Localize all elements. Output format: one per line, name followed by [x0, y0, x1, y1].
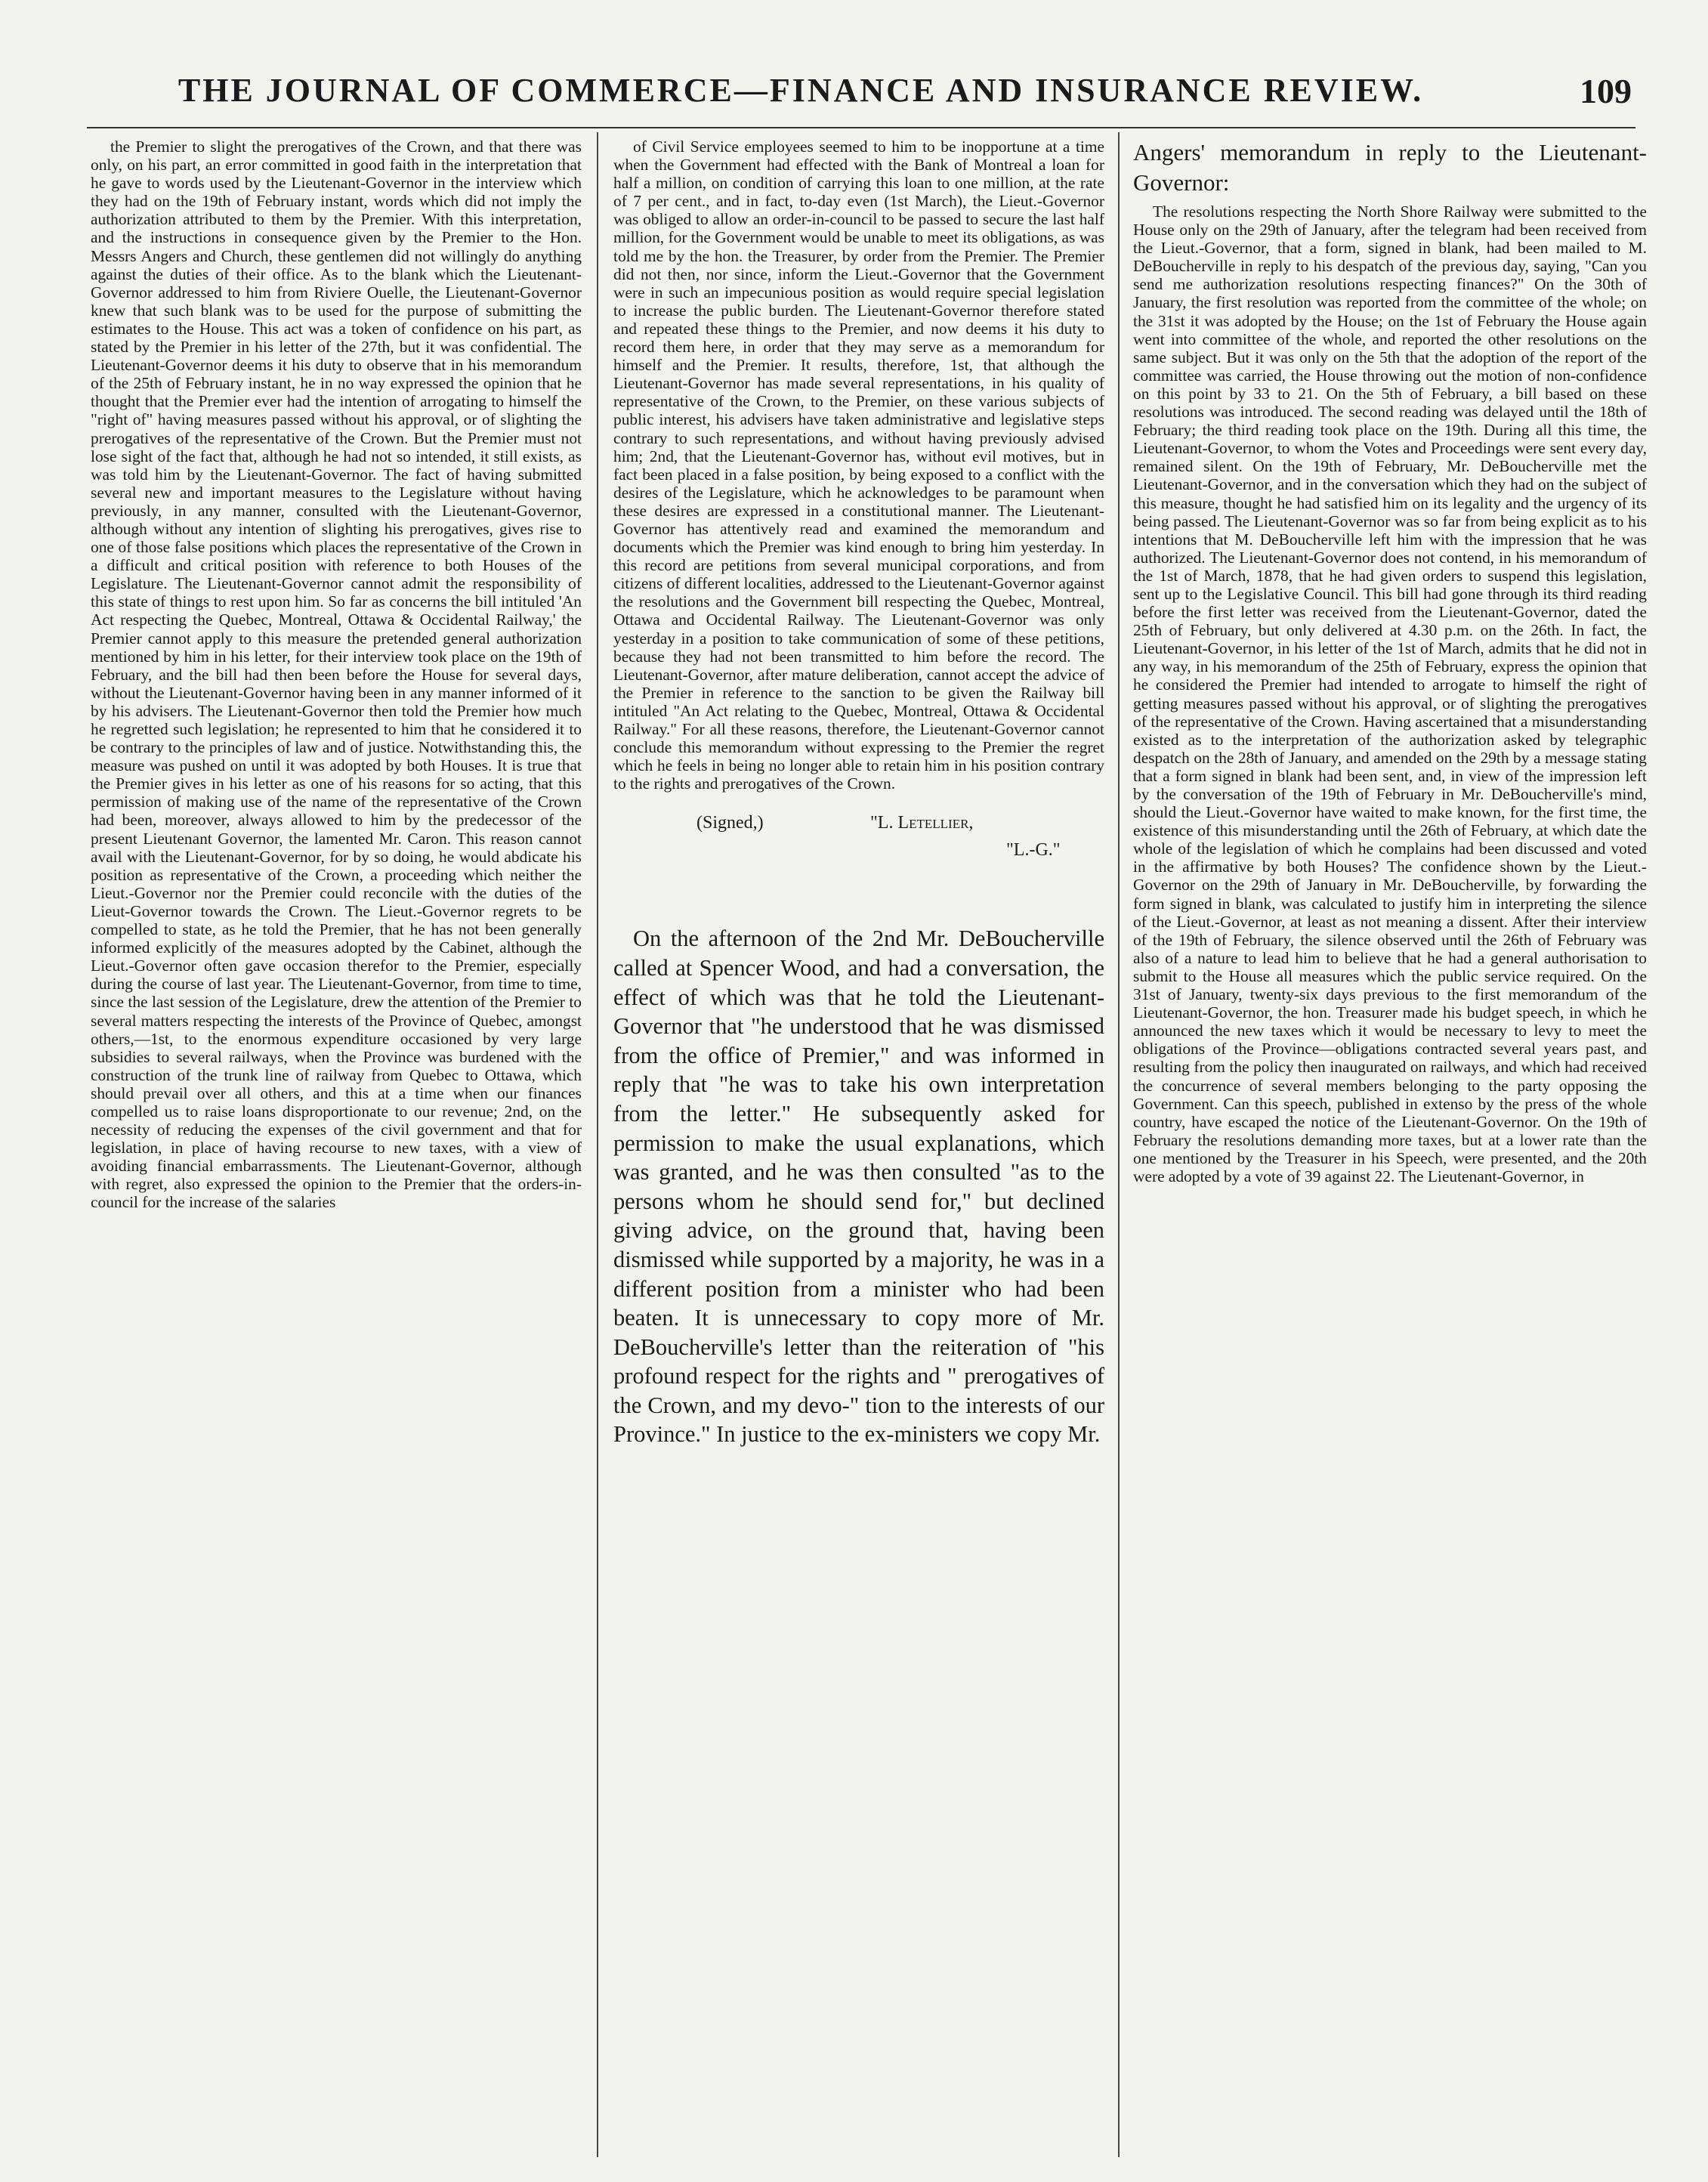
signature-name: "L. Letellier,: [870, 813, 974, 833]
column-divider: [1118, 132, 1120, 2157]
column-2: [613, 138, 1104, 1449]
page-number: 109: [1580, 72, 1632, 110]
column-1: [91, 138, 582, 1212]
header-rule: [87, 127, 1635, 128]
column-3-text: The resolutions respecting the North Shore Railway were submitted to the House only on the 29th of January, after the telegram had been received from the Lieut.-Governor, that a form, signed in blank, had been mailed to M. DeBoucherville in reply to his despatch of the previous day, saying, "Can you send me authorization resolutions respecting finances?" On the 30th of January, the first resolution was reported from the committee of the whole; on the 31st it was adopted by the House; on the 1st of February the House again went into committee of the whole, and reported the other resolutions on the same subject. But it was only on the 5th that the adoption of the report of the committee was carried, the House throwing out the motion of non-confidence on this point by 33 to 21. On the 5th of February, a bill based on these resolutions was introduced. The second reading was delayed until the 18th of February; the third reading took place on the 19th. During all this time, the Lieutenant-Governor, to whom the Votes and Proceedings were sent every day, remained silent. On the 19th of February, Mr. DeBoucherville met the Lieutenant-Governor, and in the conversation which they had on the subject of this measure, thought he had satisfied him on its legality and the urgency of its being passed. The Lieutenant-Governor was so far from being explicit as to his intentions that M. DeBoucherville left him with the impression that he was authorized. The Lieutenant-Governor does not contend, in his memorandum of the 1st of March, 1878, that he had given orders to suspend this legislation, sent up to the Legislative Council. This bill had gone through its third reading before the first letter was received from the Lieutenant-Governor, dated the 25th of February, but only delivered at 4.30 p.m. on the 26th. In fact, the Lieutenant-Governor, in his letter of the 1st of March, admits that he did not in any way, in his memorandum of the 25th of February, express the opinion that he considered the Premier had intended to arrogate to himself the right of getting measures passed without his approval, or of slighting the prerogatives of the representative of the Crown. Having ascertained that a misunderstanding existed as to the interpretation of the authorization asked by telegraphic despatch on the 28th of January, and amended on the 29th by a message stating that a form signed in blank had been sent, and, in view of the impression left by the conversation of the 19th of February in Mr. DeBoucherville's mind, should the Lieut.-Governor have waited to make known, for the first time, the existence of this misunderstanding until the 26th of February, at which date the whole of the legislation of which he complains had been discussed and voted in the affirmative by both Houses? The confidence shown by the Lieut.-Governor on the 29th of January in Mr. DeBoucherville, by forwarding the form signed in blank, was calculated to justify him in interpreting the silence of the Lieut.-Governor, at least as not meaning a dissent. After their interview of the 19th of February, the silence observed until the 26th of February was also of a nature to lead him to believe that he had a general authorisation to submit to the House all measures which the public service required. On the 31st of January, twenty-six days previous to the first memorandum of the Lieutenant-Governor, the hon. Treasurer made his budget speech, in which he announced the new taxes which it would be necessary to levy to meet the obligations of the Province—obligations contracted several years past, and resulting from the policy then inaugurated on railways, and which had received the concurrence of several members belonging to the party opposing the Government. Can this speech, published in extenso by the press of the whole country, have escaped the notice of the Lieutenant-Governor. On the 19th of February the resolutions demanding more taxes, but at a lower rate than the one mentioned by the Treasurer in his Speech, were presented, and the 20th were adopted by a vote of 39 against 22. The Lieutenant-Governor, in: [1133, 202, 1647, 1185]
signed-label: (Signed,): [696, 813, 764, 833]
column-3-lead: Angers' memorandum in reply to the Lieutenant-Governor:: [1133, 139, 1647, 196]
signature-initials: "L.-G.": [1006, 840, 1061, 861]
column-1-text: the Premier to slight the prerogatives of the Crown, and that there was only, on his part, an error committed in good faith in the interpretation that he gave to words used by the Lieutenant-Governor in the interview which they had on the 19th of February instant, words which did not imply the authorization attributed to them by the Premier. With this interpretation, and the instructions in consequence given by the Premier to the Hon. Messrs Angers and Church, these gentlemen did not willingly do anything against the duties of their office. As to the blank which the Lieutenant-Governor addressed to him from Riviere Ouelle, the Lieutenant-Governor knew that such blank was to be used for the purpose of submitting the estimates to the House. This act was a token of confidence on his part, as stated by the Premier in his letter of the 27th, but it was confidential. The Lieutenant-Governor deems it his duty to observe that in his memorandum of the 25th of February instant, he in no way expressed the opinion that he thought that the Premier ever had the intention of arrogating to himself the "right of" having measures passed without his approval, or of slighting the prerogatives of the representative of the Crown. But the Premier must not lose sight of the fact that, although he had not so intended, it still exists, as was told him by the Lieutenant-Governor. The fact of having submitted several new and important measures to the Legislature without having previously, in any manner, consulted with the Lieutenant-Governor, although without any intention of slighting his prerogatives, gives rise to one of those false positions which places the representative of the Crown in a difficult and critical position with reference to both Houses of the Legislature. The Lieutenant-Governor cannot admit the responsibility of this state of things to rest upon him. So far as concerns the bill intituled 'An Act respecting the Quebec, Montreal, Ottawa & Occidental Railway,' the Premier cannot apply to this measure the pretended general authorization mentioned by him in his letter, for their interview took place on the 19th of February, and the bill had then been before the House for several days, without the Lieutenant-Governor having been in any manner informed of it by his advisers. The Lieutenant-Governor then told the Premier how much he regretted such legislation; he represented to him that he considered it to be contrary to the principles of law and of justice. Notwithstanding this, the measure was pushed on until it was adopted by both Houses. It is true that the Premier gives in his letter as one of his reasons for so acting, that this permission of making use of the name of the representative of the Crown had been, moreover, always allowed to him by the predecessor of the present Lieutenant Governor, the lamented Mr. Caron. This reason cannot avail with the Lieutenant-Governor, for by so doing, he would abdicate his position as representative of the Crown, a proceeding which neither the Lieut.-Governor nor the Premier could reconcile with the duties of the Lieut-Governor towards the Crown. The Lieut.-Governor regrets to be compelled to state, as he told the Premier, that he has not been generally informed explicitly of the measures adopted by the Cabinet, although the Lieut.-Governor often gave occasion therefor to the Premier, especially during the course of last year. The Lieutenant-Governor, from time to time, since the last session of the Legislature, drew the attention of the Premier to several matters respecting the interests of the Province of Quebec, amongst others,—1st, to the enormous expenditure occasioned by very large subsidies to several railways, when the Province was burdened with the construction of the trunk line of railway from Quebec to Ottawa, which should prevail over all others, and this at a time when our finances compelled us to raise loans disproportionate to our revenue; 2nd, on the necessity of reducing the expenses of the civil government and that for legislation, in place of having recourse to new taxes, with a view of avoiding financial embarrassments. The Lieutenant-Governor, although with regret, also expressed the opinion to the Premier that the orders-in-council for the increase of the salaries: [91, 138, 582, 1212]
column-2-text: of Civil Service employees seemed to him to be inopportune at a time when the Government had effected with the Bank of Montreal a loan for half a million, on condition of carrying this loan to one million, at the rate of 7 per cent., and in fact, to-day even (1st March), the Lieut.-Governor was obliged to allow an order-in-council to be passed to secure the last half million, for the Government would be unable to meet its obligations, as was told me by the hon. the Treasurer, by order from the Premier. The Premier did not then, nor since, inform the Lieut.-Governor that the Government were in such an impecunious position as would require special legislation to increase the public burden. The Lieutenant-Governor therefore stated and repeated these things to the Premier, and now deems it his duty to record them here, in order that they may serve as a memorandum for himself and the Premier. It results, therefore, 1st, that although the Lieutenant-Governor has made several representations, in his quality of representative of the Crown, to the Premier, on these various subjects of public interest, his advisers have taken administrative and legislative steps contrary to such representations, and without having previously advised him; 2nd, that the Lieutenant-Governor has, without evil motives, but in fact been placed in a false position, by being exposed to a conflict with the desires of the Legislature, which he acknowledges to be paramount when these desires are expressed in a constitutional manner. The Lieutenant-Governor has attentively read and examined the memorandum and documents which the Premier was kind enough to bring him yesterday. In this record are petitions from several municipal corporations, and from citizens of different localities, addressed to the Lieutenant-Governor against the resolutions and the Government bill respecting the Quebec, Montreal, Ottawa and Occidental Railway. The Lieutenant-Governor was only yesterday in a position to take communication of some of these petitions, because they had not been transmitted to him before the record. The Lieutenant-Governor, after mature deliberation, cannot accept the advice of the Premier in reference to the sanction to be given the Railway bill intituled "An Act relating to the Quebec, Montreal, Ottawa & Occidental Railway." For all these reasons, therefore, the Lieutenant-Governor cannot conclude this memorandum without expressing to the Premier the regret which he feels in being no longer able to retain him in his position contrary to the rights and prerogatives of the Crown.: [613, 138, 1105, 793]
signature-block: [613, 814, 1104, 912]
page-header: [91, 65, 1632, 118]
column-3: [1133, 138, 1647, 1185]
column-2-large-text: On the afternoon of the 2nd Mr. DeBoucherville called at Spencer Wood, and had a conversation, the effect of which was that he told the Lieutenant-Governor that "he understood that he was dismissed from the office of Premier," and was informed in reply that "he was to take his own interpretation from the letter." He subsequently asked for permission to make the usual explanations, which was granted, and he was then consulted "as to the persons whom he should send for," but declined giving advice, on the ground that, having been dismissed while supported by a majority, he was in a different position from a minister who had been beaten. It is unnecessary to copy more of Mr. DeBoucherville's letter than the reiteration of "his profound respect for the rights and " prerogatives of the Crown, and my devo-" tion to the interests of our Province." In justice to the ex-ministers we copy Mr.: [613, 926, 1104, 1448]
journal-title: THE JOURNAL OF COMMERCE—FINANCE AND INSURANCE REVIEW.: [178, 72, 1424, 109]
column-divider: [597, 132, 598, 2157]
